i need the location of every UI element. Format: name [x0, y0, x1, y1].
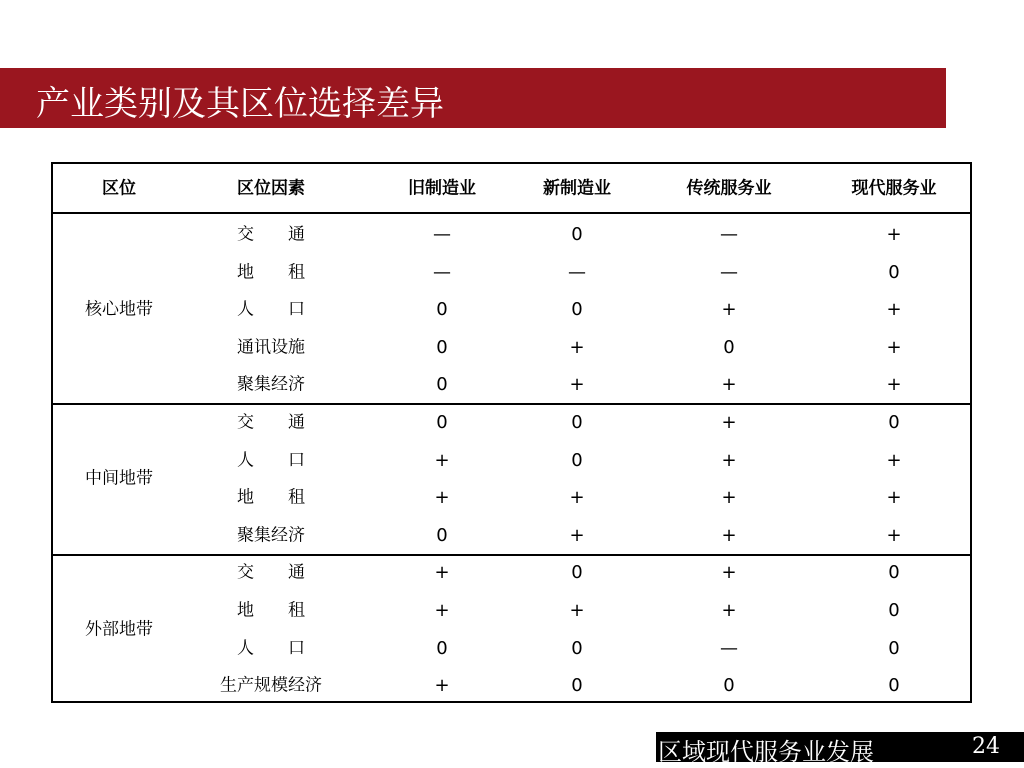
factor-cell: 地 租 — [237, 600, 305, 621]
value-cell: 0 — [888, 261, 900, 283]
value-cell: + — [721, 374, 737, 396]
factor-cell: 聚集经济 — [237, 374, 305, 395]
value-cell: 0 — [723, 675, 735, 697]
value-cell: + — [434, 487, 450, 509]
value-cell: + — [569, 487, 585, 509]
value-cell: + — [569, 600, 585, 621]
value-cell: + — [886, 224, 902, 245]
value-cell: 0 — [571, 637, 583, 659]
value-cell: + — [721, 524, 737, 546]
value-cell: — — [433, 224, 451, 245]
value-cell: 0 — [436, 374, 448, 396]
header-cell: 现代服务业 — [851, 178, 937, 199]
factor-cell: 交 通 — [237, 562, 305, 583]
header-cell: 旧制造业 — [408, 178, 476, 199]
zone-cell: 外部地带 — [85, 619, 153, 640]
table-header-row — [53, 164, 970, 214]
value-cell: 0 — [571, 299, 583, 321]
value-cell: — — [720, 637, 738, 659]
zone-cell: 核心地带 — [85, 299, 153, 320]
page-title: 产业类别及其区位选择差异 — [36, 84, 444, 124]
value-cell: + — [721, 600, 737, 621]
header-cell: 传统服务业 — [686, 178, 772, 199]
value-cell: + — [569, 374, 585, 396]
value-cell: 0 — [888, 675, 900, 697]
factor-cell: 通讯设施 — [237, 337, 305, 358]
header-cell: 区位 — [102, 178, 136, 199]
value-cell: + — [721, 487, 737, 509]
value-cell: 0 — [571, 224, 583, 245]
value-cell: + — [434, 600, 450, 621]
value-cell: + — [721, 562, 737, 584]
factor-cell: 聚集经济 — [237, 525, 305, 546]
value-cell: + — [886, 374, 902, 396]
page-number: 24 — [972, 734, 1000, 759]
value-cell: 0 — [888, 600, 900, 621]
value-cell: + — [721, 299, 737, 321]
value-cell: 0 — [436, 412, 448, 433]
value-cell: + — [886, 336, 902, 358]
header-cell: 新制造业 — [543, 178, 611, 199]
factor-cell: 人 口 — [237, 299, 305, 320]
value-cell: + — [721, 449, 737, 471]
value-cell: + — [886, 524, 902, 546]
value-cell: 0 — [436, 299, 448, 321]
value-cell: 0 — [888, 412, 900, 433]
value-cell: 0 — [723, 336, 735, 358]
value-cell: 0 — [571, 412, 583, 433]
value-cell: + — [886, 299, 902, 321]
data-table — [51, 162, 972, 703]
factor-cell: 生产规模经济 — [220, 675, 322, 696]
factor-cell: 人 口 — [237, 450, 305, 471]
factor-cell: 人 口 — [237, 638, 305, 659]
value-cell: — — [720, 224, 738, 245]
footer-text: 区域现代服务业发展 — [658, 738, 874, 766]
footer-bar — [656, 732, 1024, 766]
value-cell: + — [886, 449, 902, 471]
value-cell: 0 — [571, 562, 583, 584]
value-cell: + — [569, 524, 585, 546]
value-cell: + — [434, 449, 450, 471]
value-cell: 0 — [571, 449, 583, 471]
value-cell: 0 — [571, 675, 583, 697]
group-divider — [53, 403, 970, 405]
value-cell: — — [433, 261, 451, 283]
factor-cell: 交 通 — [237, 412, 305, 433]
factor-cell: 交 通 — [237, 224, 305, 245]
value-cell: + — [434, 675, 450, 697]
value-cell: + — [721, 412, 737, 433]
zone-cell: 中间地带 — [85, 468, 153, 489]
value-cell: — — [720, 261, 738, 283]
header-cell: 区位因素 — [237, 178, 305, 199]
value-cell: 0 — [888, 562, 900, 584]
factor-cell: 地 租 — [237, 262, 305, 283]
value-cell: 0 — [436, 524, 448, 546]
value-cell: 0 — [436, 336, 448, 358]
value-cell: 0 — [888, 637, 900, 659]
value-cell: + — [569, 336, 585, 358]
group-divider — [53, 554, 970, 556]
value-cell: + — [434, 562, 450, 584]
value-cell: 0 — [436, 637, 448, 659]
value-cell: — — [568, 261, 586, 283]
title-bar — [0, 68, 946, 128]
factor-cell: 地 租 — [237, 487, 305, 508]
value-cell: + — [886, 487, 902, 509]
